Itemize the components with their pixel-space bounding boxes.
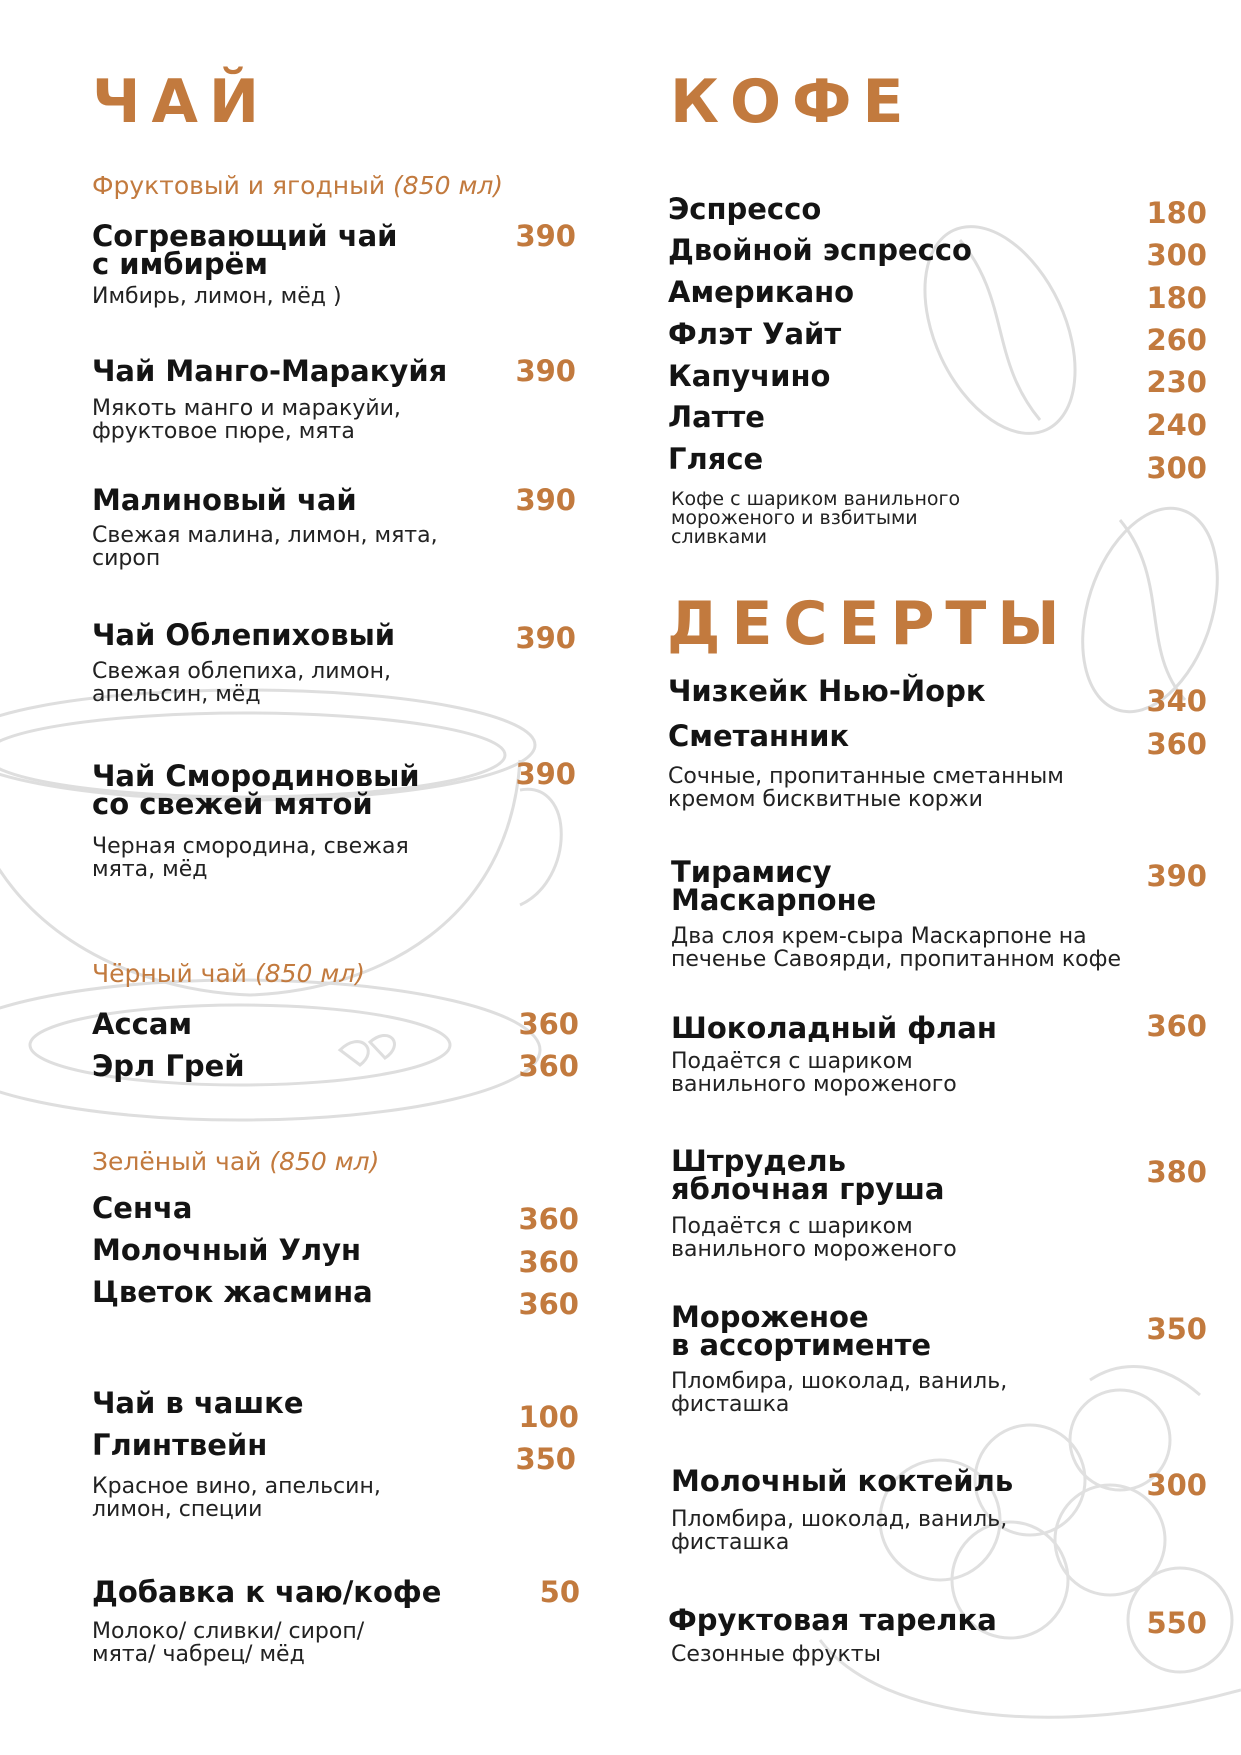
menu-item-price: 390 bbox=[515, 483, 576, 517]
menu-item-description bbox=[671, 925, 1151, 971]
menu-item-price: 300 bbox=[1146, 451, 1207, 485]
menu-item-description bbox=[668, 765, 1138, 811]
menu-item-name: Чай Облепиховый bbox=[92, 618, 396, 652]
menu-item-description bbox=[671, 1215, 1111, 1261]
menu-item-name: Ассам bbox=[92, 1007, 193, 1041]
menu-item-price: 180 bbox=[1146, 281, 1207, 315]
subsection-fruit-tea bbox=[92, 172, 503, 200]
menu-item-name: Латте bbox=[668, 400, 765, 434]
volume-label: (850 мл) bbox=[393, 171, 504, 200]
desc-line: Подаётся с шариком bbox=[671, 1049, 913, 1074]
volume-label: (850 мл) bbox=[269, 1147, 380, 1176]
desc-line: Пломбира, шоколад, ваниль, bbox=[671, 1507, 1008, 1532]
menu-item-price: 550 bbox=[1146, 1606, 1207, 1640]
subsection-label: Зелёный чай bbox=[92, 1147, 262, 1176]
name-line: Тирамису bbox=[671, 855, 832, 889]
desc-line: фруктовое пюре, мята bbox=[92, 419, 355, 444]
desc-line: лимон, специи bbox=[92, 1497, 263, 1522]
desc-line: ванильного мороженого bbox=[671, 1237, 957, 1262]
menu-item-description: Имбирь, лимон, мёд ) bbox=[92, 284, 342, 309]
desc-line: мята, мёд bbox=[92, 857, 208, 882]
menu-item-description bbox=[92, 660, 532, 706]
desc-line: Сочные, пропитанные сметанным bbox=[668, 764, 1064, 789]
menu-item-name: Сметанник bbox=[668, 719, 850, 753]
menu-item-description: Сезонные фрукты bbox=[671, 1642, 881, 1667]
menu-item-price: 360 bbox=[518, 1049, 579, 1083]
menu-item-price: 260 bbox=[1146, 323, 1207, 357]
menu-item-description bbox=[92, 835, 532, 881]
menu-item-price: 180 bbox=[1146, 196, 1207, 230]
desc-line: Подаётся с шариком bbox=[671, 1214, 913, 1239]
desc-line: Красное вино, апельсин, bbox=[92, 1474, 381, 1499]
menu-item-price: 360 bbox=[1146, 727, 1207, 761]
desc-line: сливками bbox=[671, 526, 767, 548]
desc-line: Молоко/ сливки/ сироп/ bbox=[92, 1619, 365, 1644]
menu-item-price: 390 bbox=[515, 621, 576, 655]
subsection-label: Чёрный чай bbox=[92, 959, 248, 988]
menu-item-price: 50 bbox=[539, 1575, 580, 1609]
menu-item-description bbox=[671, 1508, 1111, 1554]
menu-item-price: 350 bbox=[1146, 1312, 1207, 1346]
desc-line: Кофе с шариком ванильного bbox=[671, 488, 961, 510]
menu-item-price: 300 bbox=[1146, 1468, 1207, 1502]
menu-item-price: 390 bbox=[515, 354, 576, 388]
menu-item-price: 100 bbox=[518, 1400, 579, 1434]
menu-item-description bbox=[671, 490, 1111, 547]
name-line: Чай Смородиновый bbox=[92, 759, 420, 793]
menu-item-name bbox=[671, 1300, 1091, 1362]
name-line: в ассортименте bbox=[671, 1328, 932, 1362]
menu-item-price: 350 bbox=[515, 1442, 576, 1476]
menu-item-description bbox=[92, 1620, 532, 1666]
name-line: яблочная груша bbox=[671, 1172, 945, 1206]
menu-item-name: Молочный коктейль bbox=[671, 1464, 1014, 1498]
menu-item-description bbox=[92, 397, 532, 443]
menu-item-name: Цветок жасмина bbox=[92, 1275, 373, 1309]
menu-item-price: 390 bbox=[1146, 859, 1207, 893]
desc-line: апельсин, мёд bbox=[92, 682, 261, 707]
desc-line: кремом бисквитные коржи bbox=[668, 787, 983, 812]
menu-item-price: 360 bbox=[518, 1245, 579, 1279]
desc-line: мороженого и взбитыми bbox=[671, 507, 918, 529]
menu-item-price: 390 bbox=[515, 219, 576, 253]
subsection-green-tea bbox=[92, 1148, 379, 1176]
menu-item-name: Шоколадный флан bbox=[671, 1011, 997, 1045]
menu-item-name: Капучино bbox=[668, 359, 831, 393]
menu-item-name: Чай Манго-Маракуйя bbox=[92, 354, 448, 388]
menu-item-price: 340 bbox=[1146, 684, 1207, 718]
menu-item-name: Чай в чашке bbox=[92, 1386, 304, 1420]
menu-item-description bbox=[92, 1475, 532, 1521]
name-line: Штрудель bbox=[671, 1144, 846, 1178]
menu-item-name: Сенча bbox=[92, 1191, 193, 1225]
name-line: Маскарпоне bbox=[671, 883, 877, 917]
menu-item-name: Эспрессо bbox=[668, 192, 822, 226]
desc-line: Два слоя крем-сыра Маскарпоне на bbox=[671, 924, 1087, 949]
menu-item-name bbox=[671, 855, 1091, 917]
menu-item-price: 380 bbox=[1146, 1155, 1207, 1189]
name-line: Мороженое bbox=[671, 1300, 869, 1334]
menu-item-description bbox=[671, 1370, 1111, 1416]
menu-item-name: Чизкейк Нью-Йорк bbox=[668, 674, 986, 708]
desc-line: Черная смородина, свежая bbox=[92, 834, 409, 859]
desc-line: Пломбира, шоколад, ваниль, bbox=[671, 1369, 1008, 1394]
menu-item-price: 230 bbox=[1146, 365, 1207, 399]
menu-item-name bbox=[92, 759, 512, 821]
menu-item-description bbox=[92, 524, 532, 570]
coffee-title: КОФЕ bbox=[670, 67, 915, 137]
desc-line: фисташка bbox=[671, 1530, 790, 1555]
desc-line: фисташка bbox=[671, 1392, 790, 1417]
menu-item-name: Глясе bbox=[668, 442, 764, 476]
name-line: Согревающий чай bbox=[92, 219, 398, 253]
subsection-black-tea bbox=[92, 960, 365, 988]
tea-title: ЧАЙ bbox=[92, 67, 271, 137]
name-line: с имбирём bbox=[92, 247, 269, 281]
menu-item-price: 360 bbox=[518, 1287, 579, 1321]
menu-item-price: 360 bbox=[518, 1202, 579, 1236]
menu-item-name: Фруктовая тарелка bbox=[668, 1603, 997, 1637]
menu-item-price: 360 bbox=[518, 1007, 579, 1041]
name-line: со свежей мятой bbox=[92, 787, 373, 821]
menu-item-name: Малиновый чай bbox=[92, 483, 357, 517]
menu-item-name bbox=[92, 219, 512, 281]
menu-item-name: Молочный Улун bbox=[92, 1233, 362, 1267]
desc-line: мята/ чабрец/ мёд bbox=[92, 1642, 305, 1667]
desc-line: Свежая облепиха, лимон, bbox=[92, 659, 391, 684]
menu-item-name: Добавка к чаю/кофе bbox=[92, 1575, 442, 1609]
menu-item-name: Флэт Уайт bbox=[668, 317, 842, 351]
menu-item-price: 240 bbox=[1146, 408, 1207, 442]
menu-item-name bbox=[671, 1144, 1091, 1206]
menu-item-price: 360 bbox=[1146, 1009, 1207, 1043]
menu-item-name: Глинтвейн bbox=[92, 1428, 268, 1462]
desc-line: ванильного мороженого bbox=[671, 1072, 957, 1097]
menu-item-name: Американо bbox=[668, 275, 855, 309]
desc-line: печенье Савоярди, пропитанном кофе bbox=[671, 947, 1121, 972]
menu-item-name: Двойной эспрессо bbox=[668, 233, 972, 267]
subsection-label: Фруктовый и ягодный bbox=[92, 171, 386, 200]
menu-item-price: 300 bbox=[1146, 238, 1207, 272]
desc-line: сироп bbox=[92, 546, 161, 571]
desc-line: Свежая малина, лимон, мята, bbox=[92, 523, 438, 548]
desc-line: Мякоть манго и маракуйи, bbox=[92, 396, 401, 421]
desserts-title: ДЕСЕРТЫ bbox=[667, 589, 1071, 659]
volume-label: (850 мл) bbox=[254, 959, 365, 988]
menu-item-price: 390 bbox=[515, 757, 576, 791]
menu-item-description bbox=[671, 1050, 1111, 1096]
menu-item-name: Эрл Грей bbox=[92, 1049, 245, 1083]
